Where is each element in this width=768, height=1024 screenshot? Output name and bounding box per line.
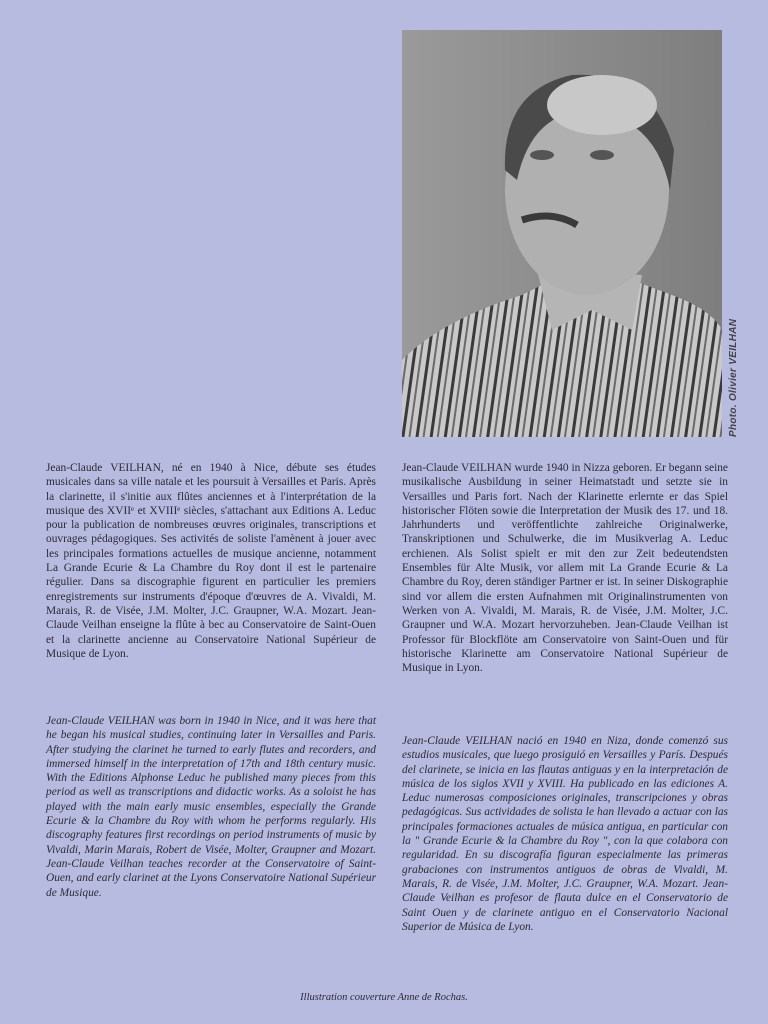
- biography-french: Jean-Claude VEILHAN, né en 1940 à Nice, débute ses études musicales dans sa ville natale et les poursuit à Versailles et Paris. Après la clarinette, il s'initie aux flûtes anciennes et à l'interprétation de la musique des XVIIᵉ et XVIIIᵉ siècles, s'attachant aux Editions A. Leduc pour la publication de nombreuses œuvres originales, transcriptions et ouvrages pédagogiques. Ses activités de soliste l'amènent à jouer avec les principales formations actuelles de musique ancienne, notamment La Grande Ecurie & La Chambre du Roy dont il est le partenaire régulier. Dans sa discographie figurent en particulier les premiers enregistrements sur instruments d'époque d'œuvres de A. Vivaldi, M. Marais, R. de Visée, J.M. Molter, J.C. Graupner, W.A. Mozart. Jean-Claude Veilhan enseigne la flûte à bec au Conservatoire de Saint-Ouen et la clarinette ancienne au Conservatoire National Supérieur de Musique de Lyon.: [46, 462, 376, 660]
- portrait-image: [402, 30, 722, 437]
- biography-english: Jean-Claude VEILHAN was born in 1940 in Nice, and it was here that he began his musical studies, continuing later in Versailles and Paris. After studying the clarinet he turned to early flutes and recorders, and immersed himself in the interpretation of 17th and 18th century music. With the Editions Alphonse Leduc he published many pieces from this period as well as transcriptions and didactic works. As a soloist he has played with the main early music ensembles, especially the Grande Ecurie & la Chambre du Roy with whom he performs regularly. His discography features first recordings on period instruments of music by Vivaldi, Marin Marais, Robert de Visée, Molter, Graupner and Mozart. Jean-Claude Veilhan teaches recorder at the Conservatoire of Saint-Ouen, and early clarinet at the Lyons Conservatoire National Supérieur de Musique.: [46, 715, 376, 899]
- biography-german: Jean-Claude VEILHAN wurde 1940 in Nizza geboren. Er begann seine musikalische Ausbildung in seiner Heimatstadt und setzte sie in Versailles und Paris fort. Nach der Klarinette erlernte er das Spiel historischer Flöten sowie die Interpretation der Musik des 17. und 18. Jahrhunderts und veröffentlichte zahlreiche Originalwerke, Transkriptionen und Schulwerke, die im Musikverlag A. Leduc erchienen. Als Solist spielt er mit den zur Zeit bedeutendsten Ensembles für Alte Musik, vor allem mit La Grande Ecurie & La Chambre du Roy, deren ständiger Partner er ist. In seiner Diskographie sind vor allem die ersten Aufnahmen mit Originalinstrumenten von Werken von A. Vivaldi, M. Marais, R. de Visée, J.M. Molter, J.C. Graupner und W.A. Mozart hervorzuheben. Jean-Claude Veilhan ist Professor für Blockflöte am Conservatoire von Saint-Ouen und für historische Klarinette am Conservatoire National Supérieur de Musique in Lyon.: [402, 462, 728, 675]
- cover-illustration-credit: Illustration couverture Anne de Rochas.: [300, 992, 468, 1003]
- biography-spanish: Jean-Claude VEILHAN nació en 1940 en Niza, donde comenzó sus estudios musicales, que luego prosiguió en Versailles y París. Después del clarinete, se inicia en las flautas antiguas y en la interpretación de música de los siglos XVII y XVIII. Ha publicado en las ediciones A. Leduc numerosas composiciones originales, transcripciones y obras pedagógicas. Sus actividades de solista le han llevado a actuar con las principales formaciones actuales de música antigua, en particular con la " Grande Ecurie & la Chambre du Roy ", con la que colabora con regularidad. En su discografía figuran especialmente las primeras grabaciones con instrumentos antiguos de obras de Vivaldi, M. Marais, R. de Visée, J.M. Molter, J.C. Graupner, W.A. Mozart. Jean-Claude Veilhan es profesor de flauta dulce en el Conservatorio de Saint Ouen y de clarinete antiguo en el Conservatorio Nacional Superior de Música de Lyon.: [402, 735, 728, 933]
- photo-credit: Photo. Olivier VEILHAN: [728, 318, 739, 437]
- portrait-photo: [402, 30, 722, 437]
